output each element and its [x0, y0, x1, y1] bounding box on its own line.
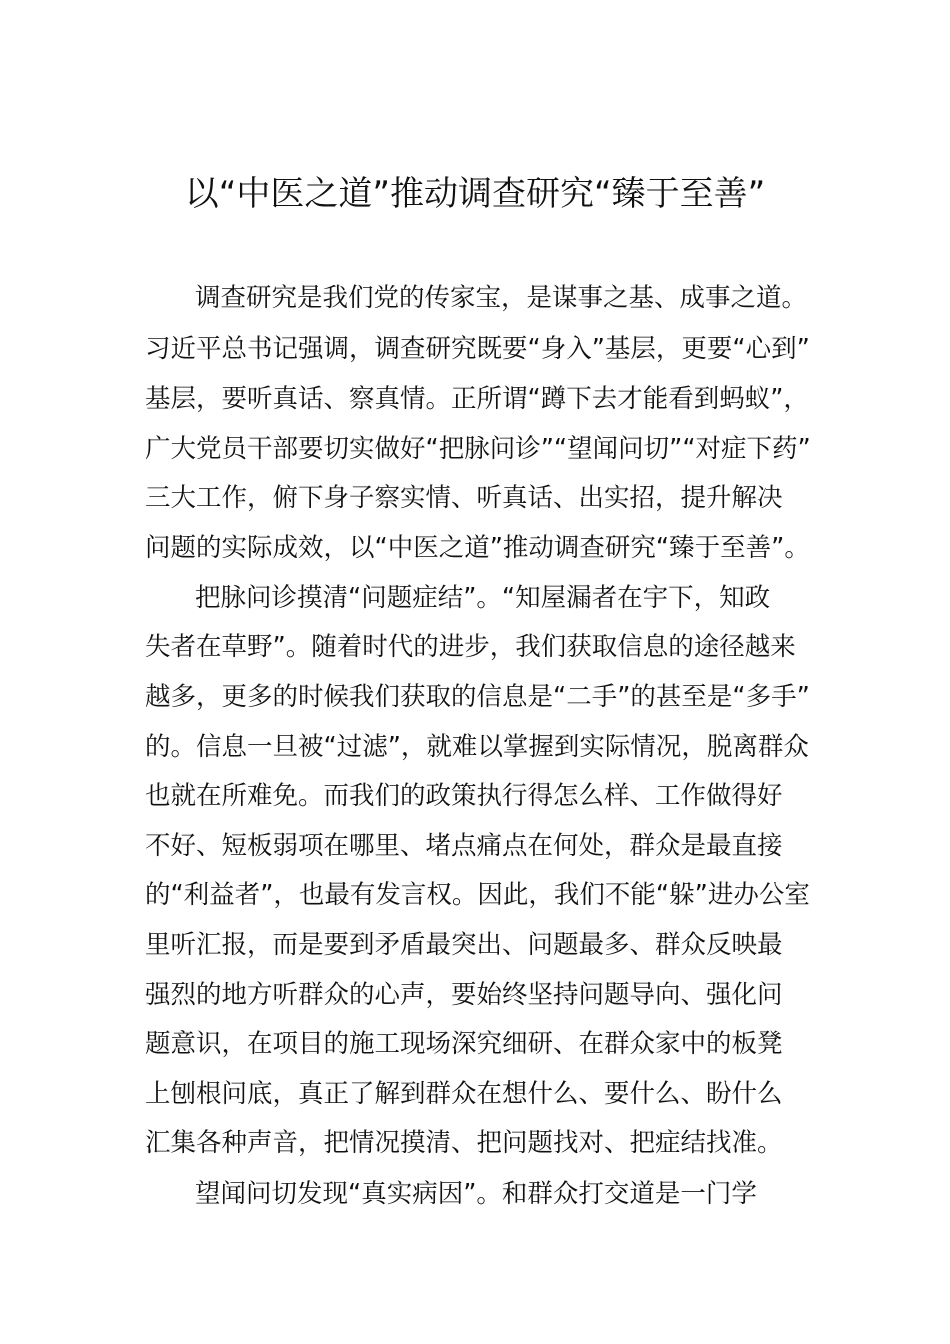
- paragraph-2-line-4: 的。信息一旦被“过滤”，就难以掌握到实际情况，脱离群众: [145, 732, 809, 762]
- paragraph-1-line-4: 广大党员干部要切实做好“把脉问诊”“望闻问切”“对症下药”: [145, 434, 811, 464]
- paragraph-2-line-6: 不好、短板弱项在哪里、堵点痛点在何处，群众是最直接: [145, 831, 783, 861]
- paragraph-2-line-3: 越多，更多的时候我们获取的信息是“二手”的甚至是“多手”: [145, 682, 810, 712]
- paragraph-1-line-3: 基层，要听真话、察真情。正所谓“蹲下去才能看到蚂蚁”，: [145, 384, 809, 414]
- paragraph-1-line-6: 问题的实际成效，以“中医之道”推动调查研究“臻于至善”。: [145, 533, 810, 563]
- paragraph-1-line-2: 习近平总书记强调，调查研究既要“身入”基层，更要“心到”: [145, 334, 810, 364]
- paragraph-2-line-10: 题意识，在项目的施工现场深究细研、在群众家中的板凳: [145, 1029, 783, 1059]
- paragraph-2-line-7: 的“利益者”，也最有发言权。因此，我们不能“躲”进办公室: [145, 880, 810, 910]
- paragraph-2-line-9: 强烈的地方听群众的心声，要始终坚持问题导向、强化问: [145, 980, 783, 1010]
- document-title: 以“中医之道”推动调查研究“臻于至善”: [184, 174, 766, 214]
- paragraph-2-line-5: 也就在所难免。而我们的政策执行得怎么样、工作做得好: [145, 781, 783, 811]
- paragraph-2-line-1: 把脉问诊摸清“问题症结”。“知屋漏者在宇下，知政: [195, 583, 771, 613]
- paragraph-1-line-1: 调查研究是我们党的传家宝，是谋事之基、成事之道。: [195, 283, 808, 313]
- paragraph-2-line-2: 失者在草野”。随着时代的进步，我们获取信息的途径越来: [145, 632, 796, 662]
- paragraph-2-line-12: 汇集各种声音，把情况摸清、把问题找对、把症结找准。: [145, 1128, 783, 1158]
- paragraph-1-line-5: 三大工作，俯下身子察实情、听真话、出实招，提升解决: [145, 483, 783, 513]
- paragraph-2-line-8: 里听汇报，而是要到矛盾最突出、问题最多、群众反映最: [145, 930, 783, 960]
- paragraph-3-line-1: 望闻问切发现“真实病因”。和群众打交道是一门学: [195, 1179, 757, 1209]
- paragraph-2-line-11: 上刨根问底，真正了解到群众在想什么、要什么、盼什么: [145, 1079, 783, 1109]
